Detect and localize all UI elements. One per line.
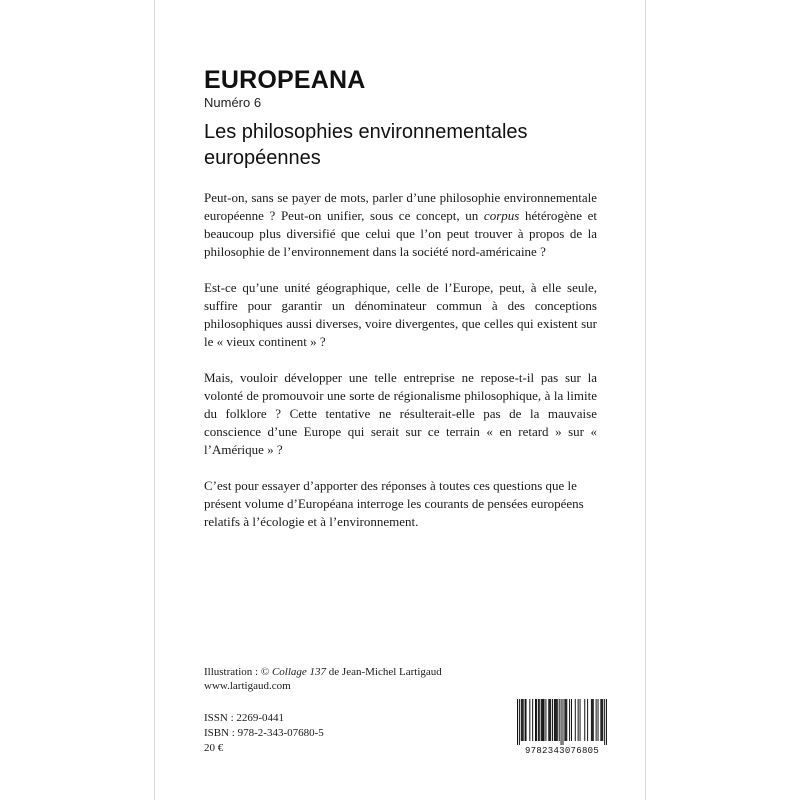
barcode-bar: [596, 699, 597, 741]
barcode-bar: [592, 699, 593, 741]
barcode-bar: [604, 699, 605, 745]
blurb-paragraph-1: [204, 189, 597, 261]
barcode-bar: [525, 699, 526, 741]
barcode-bar: [522, 699, 523, 741]
blurb-paragraph-3: Mais, vouloir développer une telle entreprise ne repose-t-il pas sur la volonté de promouvoir une sorte de régionalisme philosophique, à la limite du folklore ? Cette tentative ne résulterait-elle pas de la mauvaise conscience d’une Europe qui serait sur ce terrain « en retard » sur « l’Amérique » ?: [204, 370, 597, 457]
blurb-p1-italic: corpus: [483, 208, 520, 223]
barcode-bar: [569, 699, 570, 741]
barcode-bar: [591, 699, 592, 741]
barcode-bar: [517, 699, 518, 745]
barcode-bar: [564, 699, 565, 741]
barcode-bar: [600, 699, 601, 741]
barcode-bar: [566, 699, 567, 741]
series-title: EUROPEANA: [204, 66, 366, 94]
barcode-bar: [556, 699, 557, 741]
barcode-bar: [523, 699, 524, 741]
barcode-bar: [580, 699, 581, 741]
barcode-bar: [526, 699, 527, 741]
barcode-bar: [541, 699, 542, 741]
price: 20 €: [204, 742, 224, 754]
barcode-bar: [538, 699, 539, 741]
isbn-barcode: [517, 699, 607, 751]
barcode-bar: [562, 699, 563, 745]
barcode-bar: [587, 699, 588, 741]
barcode-bar: [575, 699, 576, 741]
barcode-bar: [557, 699, 558, 741]
barcode-bar: [539, 699, 540, 741]
blurb: [204, 189, 597, 549]
barcode-bar: [549, 699, 550, 741]
barcode-bar: [561, 699, 562, 745]
barcode-bar: [545, 699, 546, 741]
illustration-work: Collage 137: [271, 666, 327, 678]
barcode-bar: [536, 699, 537, 741]
illustration-prefix: Illustration : ©: [204, 666, 272, 678]
illustration-credits: [204, 665, 442, 693]
illustration-artist: de Jean-Michel Lartigaud: [326, 666, 442, 678]
barcode-bar: [550, 699, 551, 741]
barcode-bar: [584, 699, 585, 741]
publication-identifiers: [204, 711, 324, 756]
isbn: ISBN : 978-2-343-07680-5: [204, 727, 324, 739]
barcode-bar: [519, 699, 520, 745]
back-cover: [154, 0, 646, 800]
barcode-bar: [532, 699, 533, 741]
barcode-bar: [554, 699, 555, 741]
barcode-bar: [559, 699, 560, 741]
blurb-paragraph-4: C’est pour essayer d’apporter des réponses à toutes ces questions que le présent volume d’Européana interroge les courants de pensées européens relatifs à l’écologie et à l’environnement.: [204, 478, 584, 529]
barcode-bar: [601, 699, 602, 741]
barcode-bar: [529, 699, 530, 741]
barcode-bar: [598, 699, 599, 741]
barcode-bars: [517, 699, 607, 745]
barcode-bar: [593, 699, 594, 741]
blurb-p1-start: Peut-on, sans se payer de mots, parler d’une philosophie environnementale européenne ? Peut-on unifier, sous ce concept, un: [204, 190, 597, 223]
barcode-bar: [542, 699, 543, 741]
book-title-line-1: Les philosophies environnementales: [204, 121, 528, 143]
barcode-bar: [521, 699, 522, 741]
barcode-bar: [555, 699, 556, 741]
blurb-paragraph-2: Est-ce qu’une unité géographique, celle de l’Europe, peut, à elle seule, suffire pour garantir un dénominateur commun à des conceptions philosophiques aussi diverses, voire divergentes, que celles qui existent sur le « vieux continent » ?: [204, 280, 597, 349]
barcode-bar: [548, 699, 549, 741]
blurb-p1-end: hétérogène et beaucoup plus diversifié que celui que l’on peut trouver à propos de la philosophie de l’environnement dans la société nord-américaine ?: [204, 208, 597, 259]
barcode-bar: [578, 699, 579, 741]
barcode-bar: [544, 699, 545, 741]
barcode-bar: [602, 699, 603, 741]
issue-number: Numéro 6: [204, 95, 262, 110]
barcode-bar: [535, 699, 536, 741]
issn: ISSN : 2269-0441: [204, 712, 285, 724]
barcode-bar: [543, 699, 544, 741]
barcode-bar: [571, 699, 572, 741]
barcode-bar: [606, 699, 607, 745]
book-title-line-2: européennes: [204, 147, 321, 169]
barcode-bar: [565, 699, 566, 741]
illustration-credit: [204, 665, 442, 679]
artist-website: www.lartigaud.com: [204, 680, 291, 692]
book-title: [204, 119, 624, 171]
barcode-bar: [552, 699, 553, 741]
barcode-digits: 9782343076805: [524, 746, 600, 756]
